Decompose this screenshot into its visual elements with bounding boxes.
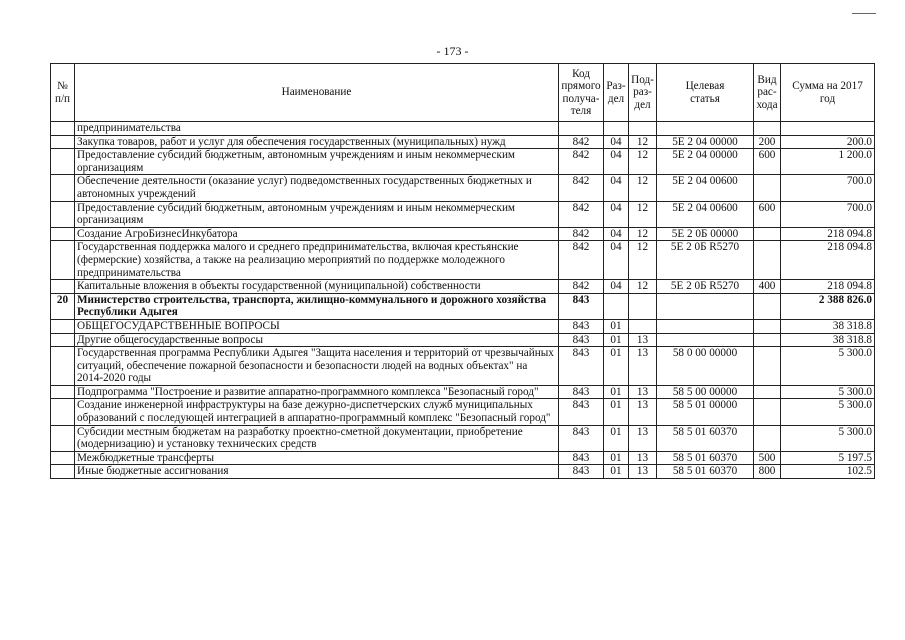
- row-subsection: 12: [629, 280, 657, 294]
- row-exp-type: [754, 227, 781, 241]
- row-section: 04: [604, 175, 629, 201]
- table-row: [51, 293, 875, 319]
- row-section: 04: [604, 135, 629, 149]
- row-name: Министерство строительства, транспорта, жилищно-коммунального и дорожного хозяйства Республики Адыгея: [75, 293, 559, 319]
- row-section: [604, 293, 629, 319]
- row-name: ОБЩЕГОСУДАРСТВЕННЫЕ ВОПРОСЫ: [75, 319, 559, 333]
- row-exp-type: 200: [754, 135, 781, 149]
- row-num: [51, 465, 75, 479]
- row-num: [51, 385, 75, 399]
- row-num: 20: [51, 293, 75, 319]
- row-subsection: 13: [629, 425, 657, 451]
- row-target: 58 5 01 60370: [657, 451, 754, 465]
- row-subsection: 13: [629, 465, 657, 479]
- row-name: Предоставление субсидий бюджетным, автономным учреждениям и иным некоммерческим организациям: [75, 149, 559, 175]
- row-name: Иные бюджетные ассигнования: [75, 465, 559, 479]
- row-code: 842: [559, 241, 604, 280]
- row-num: [51, 241, 75, 280]
- row-name: Другие общегосударственные вопросы: [75, 333, 559, 347]
- table-row: [51, 280, 875, 294]
- row-target: [657, 319, 754, 333]
- row-subsection: 12: [629, 175, 657, 201]
- table-row: [51, 122, 875, 136]
- row-code: 842: [559, 280, 604, 294]
- row-amount: 38 318.8: [781, 319, 875, 333]
- row-code: 842: [559, 227, 604, 241]
- row-num: [51, 135, 75, 149]
- row-num: [51, 451, 75, 465]
- row-amount: 218 094.8: [781, 227, 875, 241]
- row-exp-type: [754, 293, 781, 319]
- row-amount: 5 197.5: [781, 451, 875, 465]
- row-target: 5Е 2 04 00000: [657, 135, 754, 149]
- table-row: [51, 149, 875, 175]
- row-subsection: 12: [629, 227, 657, 241]
- row-code: 843: [559, 347, 604, 386]
- row-code: 843: [559, 319, 604, 333]
- corner-mark: [852, 13, 876, 14]
- budget-table: [50, 63, 875, 479]
- table-row: [51, 227, 875, 241]
- row-target: [657, 333, 754, 347]
- row-amount: 2 388 826.0: [781, 293, 875, 319]
- row-code: 843: [559, 465, 604, 479]
- row-exp-type: 400: [754, 280, 781, 294]
- row-subsection: 12: [629, 241, 657, 280]
- table-row: [51, 385, 875, 399]
- header-name: Наименование: [75, 64, 559, 122]
- row-amount: 102.5: [781, 465, 875, 479]
- row-num: [51, 201, 75, 227]
- table-row: [51, 319, 875, 333]
- table-row: [51, 175, 875, 201]
- row-subsection: 12: [629, 149, 657, 175]
- row-num: [51, 347, 75, 386]
- row-code: 843: [559, 385, 604, 399]
- row-subsection: 13: [629, 385, 657, 399]
- row-target: 58 5 01 00000: [657, 399, 754, 425]
- table-body: [51, 122, 875, 479]
- table-row: [51, 333, 875, 347]
- row-name: Создание инженерной инфраструктуры на базе дежурно-диспетчерских служб муниципальных образований с последующей интеграцией в аппаратно-программный комплекс "Безопасный город": [75, 399, 559, 425]
- row-exp-type: 500: [754, 451, 781, 465]
- row-subsection: 13: [629, 333, 657, 347]
- row-num: [51, 319, 75, 333]
- header-code: Код прямого получа- теля: [559, 64, 604, 122]
- table-row: [51, 425, 875, 451]
- table-row: [51, 241, 875, 280]
- row-exp-type: [754, 175, 781, 201]
- row-subsection: 12: [629, 201, 657, 227]
- row-target: [657, 122, 754, 136]
- row-code: 842: [559, 175, 604, 201]
- row-code: 842: [559, 135, 604, 149]
- row-subsection: 13: [629, 451, 657, 465]
- row-name: Субсидии местным бюджетам на разработку проектно-сметной документации, приобретение (модернизацию) и установку технических средств: [75, 425, 559, 451]
- row-section: 01: [604, 319, 629, 333]
- table-row: [51, 135, 875, 149]
- header-exp-type: Вид рас- хода: [754, 64, 781, 122]
- row-section: 01: [604, 333, 629, 347]
- row-num: [51, 149, 75, 175]
- row-exp-type: [754, 385, 781, 399]
- row-amount: 5 300.0: [781, 347, 875, 386]
- row-num: [51, 175, 75, 201]
- row-section: 01: [604, 451, 629, 465]
- row-amount: 38 318.8: [781, 333, 875, 347]
- row-code: [559, 122, 604, 136]
- row-name: Предоставление субсидий бюджетным, автономным учреждениям и иным некоммерческим организациям: [75, 201, 559, 227]
- header-section: Раз- дел: [604, 64, 629, 122]
- row-section: 01: [604, 399, 629, 425]
- row-code: 842: [559, 149, 604, 175]
- row-target: 5Е 2 0Б R5270: [657, 241, 754, 280]
- row-exp-type: [754, 399, 781, 425]
- row-name: Государственная поддержка малого и среднего предпринимательства, включая крестьянские (фермерские) хозяйства, а также на реализацию мероприятий по поддержке молодежного предпринимательства: [75, 241, 559, 280]
- row-target: 58 0 00 00000: [657, 347, 754, 386]
- row-amount: 5 300.0: [781, 399, 875, 425]
- row-num: [51, 425, 75, 451]
- table-header-row: [51, 64, 875, 122]
- table-row: [51, 399, 875, 425]
- row-name: Подпрограмма "Построение и развитие аппаратно-программного комплекса "Безопасный город": [75, 385, 559, 399]
- row-exp-type: 600: [754, 149, 781, 175]
- row-name: Межбюджетные трансферты: [75, 451, 559, 465]
- row-code: 842: [559, 201, 604, 227]
- row-code: 843: [559, 425, 604, 451]
- row-amount: 700.0: [781, 201, 875, 227]
- row-exp-type: [754, 347, 781, 386]
- row-amount: [781, 122, 875, 136]
- row-code: 843: [559, 333, 604, 347]
- row-section: 01: [604, 385, 629, 399]
- row-section: 04: [604, 227, 629, 241]
- row-section: 04: [604, 149, 629, 175]
- row-num: [51, 122, 75, 136]
- row-section: 01: [604, 465, 629, 479]
- row-section: 04: [604, 280, 629, 294]
- row-subsection: [629, 293, 657, 319]
- row-subsection: [629, 319, 657, 333]
- row-target: 5Е 2 04 00000: [657, 149, 754, 175]
- row-target: 5Е 2 0Б R5270: [657, 280, 754, 294]
- header-amount: Сумма на 2017 год: [781, 64, 875, 122]
- page-number: - 173 -: [436, 44, 469, 58]
- row-target: [657, 293, 754, 319]
- row-subsection: 12: [629, 135, 657, 149]
- header-num: № п/п: [51, 64, 75, 122]
- row-name: Государственная программа Республики Адыгея "Защита населения и территорий от чрезвычайных ситуаций, обеспечение пожарной безопасности и безопасности людей на водных объектах" на 2014-2020 годы: [75, 347, 559, 386]
- table-row: [51, 347, 875, 386]
- row-code: 843: [559, 451, 604, 465]
- row-exp-type: [754, 122, 781, 136]
- row-section: 04: [604, 241, 629, 280]
- row-exp-type: 800: [754, 465, 781, 479]
- header-subsection: Под- раз- дел: [629, 64, 657, 122]
- row-exp-type: [754, 425, 781, 451]
- row-amount: 218 094.8: [781, 280, 875, 294]
- row-exp-type: [754, 333, 781, 347]
- row-target: 58 5 01 60370: [657, 425, 754, 451]
- row-target: 58 5 00 00000: [657, 385, 754, 399]
- row-subsection: 13: [629, 347, 657, 386]
- row-amount: 200.0: [781, 135, 875, 149]
- row-amount: 5 300.0: [781, 425, 875, 451]
- row-exp-type: 600: [754, 201, 781, 227]
- row-num: [51, 280, 75, 294]
- row-exp-type: [754, 319, 781, 333]
- row-subsection: [629, 122, 657, 136]
- table-row: [51, 465, 875, 479]
- row-name: Капитальные вложения в объекты государственной (муниципальной) собственности: [75, 280, 559, 294]
- row-name: предпринимательства: [75, 122, 559, 136]
- table-row: [51, 451, 875, 465]
- row-amount: 1 200.0: [781, 149, 875, 175]
- table-row: [51, 201, 875, 227]
- row-name: Создание АгроБизнесИнкубатора: [75, 227, 559, 241]
- row-name: Закупка товаров, работ и услуг для обеспечения государственных (муниципальных) нужд: [75, 135, 559, 149]
- row-amount: 5 300.0: [781, 385, 875, 399]
- row-target: 58 5 01 60370: [657, 465, 754, 479]
- row-target: 5Е 2 04 00600: [657, 175, 754, 201]
- row-num: [51, 399, 75, 425]
- row-section: 04: [604, 201, 629, 227]
- header-target: Целевая статья: [657, 64, 754, 122]
- row-target: 5Е 2 04 00600: [657, 201, 754, 227]
- row-num: [51, 227, 75, 241]
- row-subsection: 13: [629, 399, 657, 425]
- row-exp-type: [754, 241, 781, 280]
- row-num: [51, 333, 75, 347]
- row-section: 01: [604, 347, 629, 386]
- row-section: [604, 122, 629, 136]
- row-code: 843: [559, 399, 604, 425]
- row-code: 843: [559, 293, 604, 319]
- row-section: 01: [604, 425, 629, 451]
- row-target: 5Е 2 0Б 00000: [657, 227, 754, 241]
- row-name: Обеспечение деятельности (оказание услуг) подведомственных государственных бюджетных и автономных учреждений: [75, 175, 559, 201]
- row-amount: 700.0: [781, 175, 875, 201]
- row-amount: 218 094.8: [781, 241, 875, 280]
